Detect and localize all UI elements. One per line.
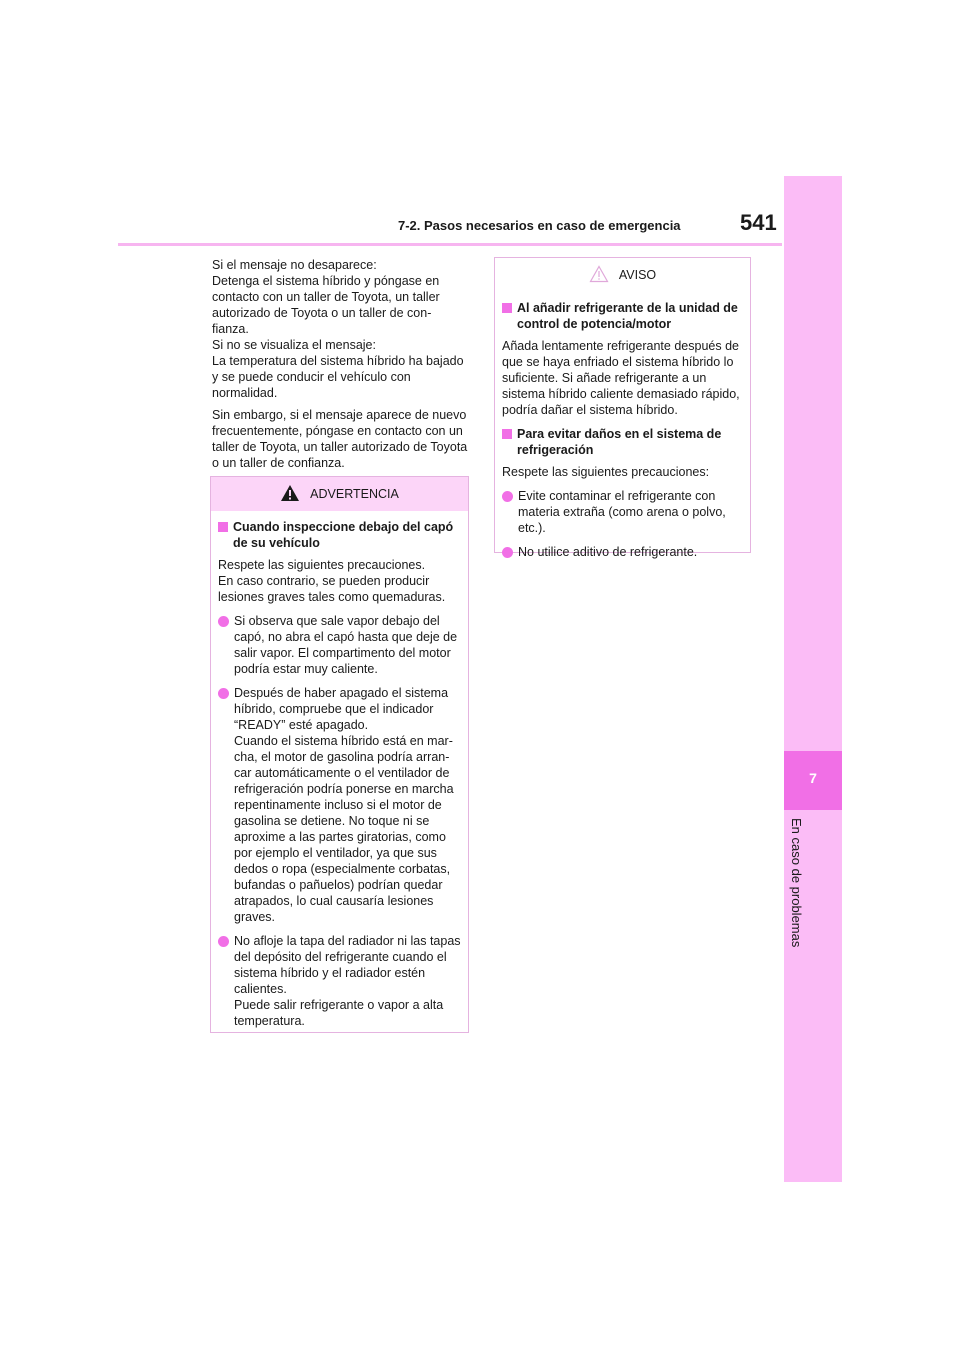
page-number: 541 [740,210,777,235]
notice-section-title: Para evitar daños en el sistema de refrigeración [502,426,745,458]
round-bullet-icon [502,547,513,558]
notice-box-header [495,258,750,292]
square-bullet-icon [218,522,228,532]
list-item: No utilice aditivo de refrigerante. [502,544,745,560]
list-item: Evite contaminar el refrigerante con materia extraña (como arena o polvo, etc.). [502,488,745,536]
round-bullet-icon [502,491,513,502]
notice-section-title: Al añadir refrigerante de la unidad de control de potencia/motor [502,300,745,332]
warning-box-body [211,511,468,1029]
warning-triangle-icon [280,484,300,505]
body-paragraph: Sin embargo, si el mensaje aparece de nuevo frecuentemente, póngase en contacto con un taller de Toyota, un taller autorizado de Toyota o un taller de confianza. [212,408,468,470]
square-bullet-icon [502,303,512,313]
caution-triangle-icon [589,265,609,286]
chapter-title: En caso de problemas [789,818,804,948]
chapter-number: 7 [809,770,817,786]
warning-section-title: Cuando inspeccione debajo del capó de su vehículo [218,519,463,551]
notice-label: AVISO [618,268,657,282]
left-column-text [212,257,468,477]
warning-box-header [211,477,468,511]
round-bullet-icon [218,616,229,627]
warning-box [210,476,469,1033]
notice-box-body [495,292,750,560]
header-divider [118,243,782,246]
round-bullet-icon [218,936,229,947]
list-item: Después de haber apagado el sistema híbrido, compruebe que el indicador “READY” esté apagado. Cuando el sistema híbrido está en mar-cha, el motor de gasolina podría arran-car automáticamente o el ventilador de refrigeración podría ponerse en marcha repentinamente incluso si el motor de gasolina se detiene. No toque ni se aproxime a las partes giratorias, como por ejemplo el ventilador, ya que sus dedos o ropa (especialmente corbatas, bufandas o pañuelos) podrían quedar atrapados, lo cual causaría lesiones graves. [218,685,463,925]
warning-intro: Respete las siguientes precauciones. En caso contrario, se pueden producir lesiones graves tales como quemaduras. [218,558,446,604]
body-paragraph: Si el mensaje no desaparece: Detenga el sistema híbrido y póngase en contacto con un taller de Toyota, un taller autorizado de Toyota o un taller de con-fianza. Si no se visualiza el mensaje: La temperatura del sistema híbrido ha bajado y se puede conducir el vehículo con normalidad. [212,258,464,400]
list-item: Si observa que sale vapor debajo del capó, no abra el capó hasta que deje de salir vapor. El compartimento del motor podría estar muy caliente. [218,613,463,677]
square-bullet-icon [502,429,512,439]
round-bullet-icon [218,688,229,699]
chapter-side-tab [784,176,842,1182]
notice-paragraph: Añada lentamente refrigerante después de que se haya enfriado el sistema híbrido lo suficiente. Si añade refrigerante a un sistema híbrido caliente demasiado rápido, podría dañar el sistema híbrido. [502,339,740,417]
section-header-title: 7-2. Pasos necesarios en caso de emergencia [398,218,681,233]
notice-intro: Respete las siguientes precauciones: [502,465,710,479]
warning-label: ADVERTENCIA [310,487,399,501]
notice-box [494,257,751,559]
list-item: No afloje la tapa del radiador ni las tapas del depósito del refrigerante cuando el sistema híbrido y el radiador estén calientes. Puede salir refrigerante o vapor a alta temperatura. [218,933,463,1029]
